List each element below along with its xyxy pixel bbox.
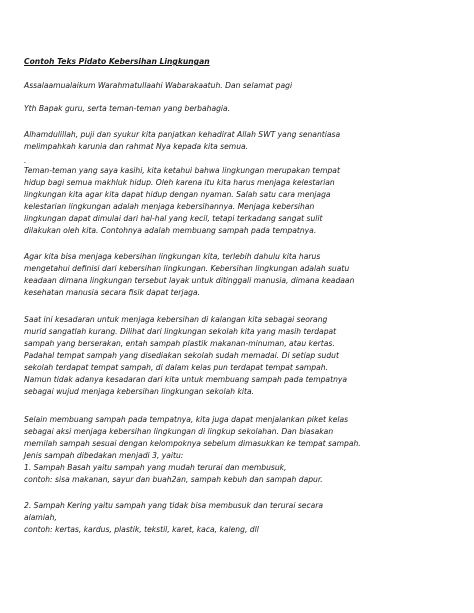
paragraph-line: dilakukan oleh kita. Contohnya adalah membuang sampah pada tempatnya. bbox=[24, 226, 317, 235]
paragraph-line: sampah yang berserakan, entah sampah plastik makanan-minuman, atau kertas. bbox=[24, 339, 335, 348]
paragraph-line: sebagai wujud menjaga kebersihan lingkungan sekolah kita. bbox=[24, 387, 255, 396]
paragraph-line: Teman-teman yang saya kasihi, kita ketahui bahwa lingkungan merupakan tempat bbox=[24, 166, 340, 175]
paragraph-line: lingkungan kita agar kita dapat hidup dengan nyaman. Salah satu cara menjaga bbox=[24, 190, 331, 199]
paragraph-line: hidup bagi semua makhluk hidup. Oleh karena itu kita harus menjaga kelestarian bbox=[24, 178, 335, 187]
paragraph-line: kelestarian lingkungan adalah menjaga kebersihannya. Menjaga kebersihan bbox=[24, 202, 315, 211]
paragraph-line: Agar kita bisa menjaga kebersihan lingkungan kita, terlebih dahulu kita harus bbox=[24, 252, 321, 261]
stray-dot: . bbox=[24, 156, 27, 165]
paragraph-line: kesehatan manusia secara fisik dapat terjaga. bbox=[24, 288, 201, 297]
paragraph-line: Alhamdulillah, puji dan syukur kita panjatkan kehadirat Allah SWT yang senantiasa bbox=[24, 130, 341, 139]
paragraph-line: keadaan dimana lingkungan tersebut layak untuk ditinggali manusia, dimana keadaan bbox=[24, 276, 355, 285]
paragraph-line: murid sangatlah kurang. Dilihat dari lingkungan sekolah kita yang masih terdapat bbox=[24, 327, 337, 336]
paragraph-line: sekolah terdapat tempat sampah, di dalam kelas pun terdapat tempat sampah. bbox=[24, 363, 328, 372]
paragraph-line: melimpahkah karunia dan rahmat Nya kepada kita semua. bbox=[24, 142, 249, 151]
paragraph-line: mengetahui definisi dari kebersihan lingkungan. Kebersihan lingkungan adalah suatu bbox=[24, 264, 350, 273]
paragraph-line: contoh: sisa makanan, sayur dan buah2an, sampah kebuh dan sampah dapur. bbox=[24, 475, 323, 484]
paragraph-line: alamiah, bbox=[24, 513, 57, 522]
paragraph-line: 1. Sampah Basah yaitu sampah yang mudah terurai dan membusuk, bbox=[24, 463, 287, 472]
paragraph-line: Jenis sampah dibedakan menjadi 3, yaitu: bbox=[24, 451, 184, 460]
paragraph-line: memilah sampah sesuai dengan kelompoknya sebelum dimasukkan ke tempat sampah. bbox=[24, 439, 361, 448]
paragraph-line: contoh: kertas, kardus, plastik, tekstil, karet, kaca, kaleng, dll bbox=[24, 525, 259, 534]
paragraph-line: Padahal tempat sampah yang disediakan sekolah sudah memadai. Di setiap sudut bbox=[24, 351, 339, 360]
salutation-line: Yth Bapak guru, serta teman-teman yang berbahagia. bbox=[24, 104, 231, 113]
paragraph-line: Namun tidak adanya kesadaran dari kita untuk membuang sampah pada tempatnya bbox=[24, 375, 348, 384]
greeting-line: Assalaamualaikum Warahmatullaahi Wabarakaatuh. Dan selamat pagi bbox=[24, 81, 293, 90]
paragraph-line: sebagai aksi menjaga kebersihan lingkungan di lingkup sekolahan. Dan biasakan bbox=[24, 427, 334, 436]
paragraph-line: Selain membuang sampah pada tempatnya, kita juga dapat menjalankan piket kelas bbox=[24, 415, 349, 424]
paragraph-line: Saat ini kesadaran untuk menjaga kebersihan di kalangan kita sebagai seorang bbox=[24, 315, 328, 324]
paragraph-line: lingkungan dapat dimulai dari hal-hal yang kecil, tetapi terkadang sangat sulit bbox=[24, 214, 323, 223]
paragraph-line: 2. Sampah Kering yaitu sampah yang tidak bisa membusuk dan terurai secara bbox=[24, 501, 324, 510]
document-title: Contoh Teks Pidato Kebersihan Lingkungan bbox=[24, 57, 210, 66]
